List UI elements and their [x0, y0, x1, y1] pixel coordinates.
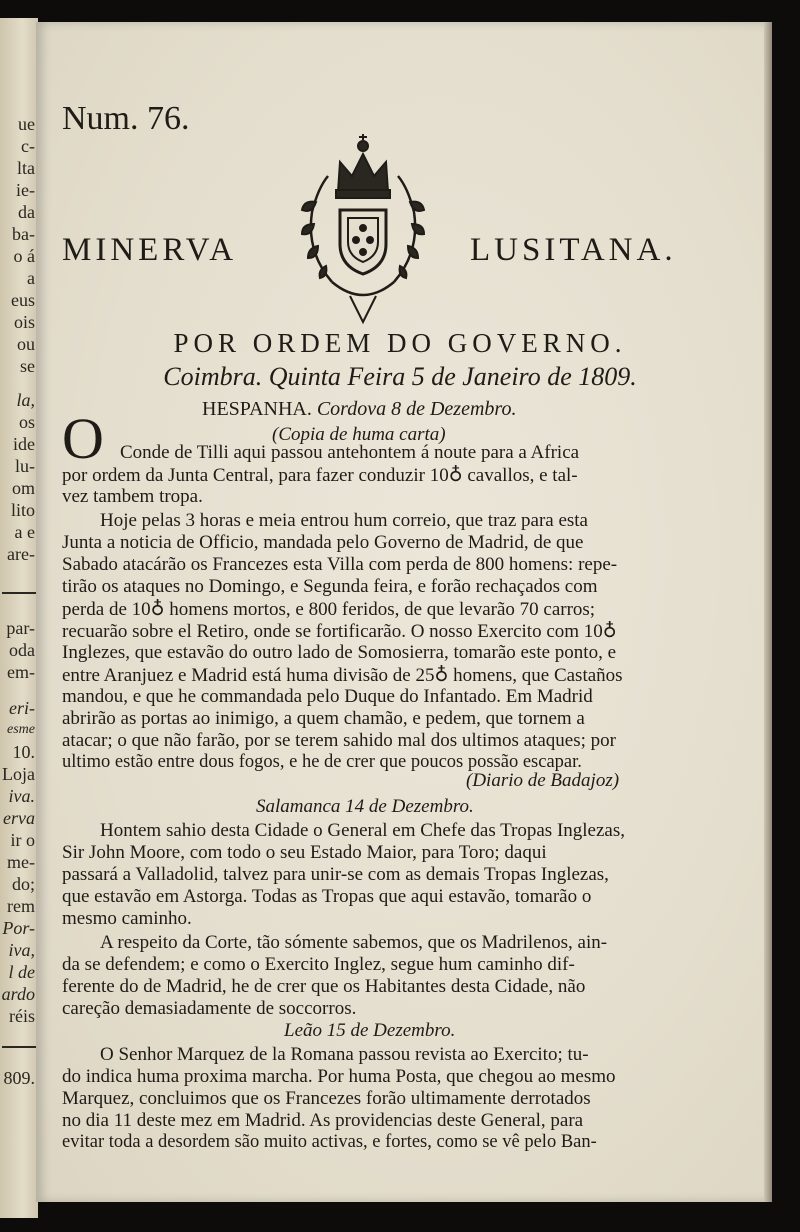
section-place-date: Cordova 8 de Dezembro. — [316, 398, 517, 420]
left-fragment: om — [11, 478, 35, 498]
paragraph-3-line: passará a Valladolid, talvez para unir-se com as demais Tropas Inglezas, — [62, 864, 609, 885]
government-order-line: POR ORDEM DO GOVERNO. — [173, 328, 627, 358]
left-fragment: par- — [6, 618, 35, 638]
left-fragment: eri- — [9, 698, 35, 718]
drop-cap: O — [62, 406, 104, 471]
left-fragment: ou — [17, 334, 35, 354]
paragraph-2-line: mandou, e que he commandada pelo Duque do Infantado. Em Madrid — [62, 686, 593, 707]
left-fragment: lta — [17, 158, 35, 178]
paragraph-2-line: Sabado atacárão os Francezes esta Villa com perda de 800 homens: repe- — [62, 554, 618, 575]
section-heading — [202, 398, 516, 421]
left-fragment: lito — [10, 500, 35, 520]
left-fragment: iva. — [8, 786, 35, 806]
left-fragment: a — [27, 268, 35, 288]
left-fragment: a e — [14, 522, 35, 542]
left-fragment: se — [20, 356, 35, 376]
masthead-title-right: LUSITANA. — [470, 232, 677, 268]
paragraph-2-line: perda de 10♁ homens mortos, e 800 feridos, de que levarão 70 carros; — [62, 599, 596, 620]
letter-subhead: (Copia de huma carta) — [272, 424, 446, 445]
left-fragment: are- — [7, 544, 35, 564]
left-fragment: 10. — [12, 742, 35, 762]
left-fragment: do; — [11, 874, 35, 894]
left-fragment: rem — [7, 896, 35, 916]
left-fragment: da — [18, 202, 35, 222]
paragraph-3-line: que estavão em Astorga. Todas as Tropas que aqui estavão, tomarão o — [62, 886, 592, 907]
paragraph-1-line: Conde de Tilli aqui passou antehontem á noute para a Africa — [120, 442, 580, 463]
issue-number: Num. 76. — [62, 100, 190, 137]
paragraph-4-line: careção demasiadamente de soccorros. — [62, 998, 357, 1019]
salamanca-subhead: Salamanca 14 de Dezembro. — [256, 796, 474, 817]
paragraph-2-line: Hoje pelas 3 horas e meia entrou hum correio, que traz para esta — [100, 510, 588, 531]
left-fragment: ardo — [1, 984, 35, 1004]
paragraph-4-line: da se defendem; e como o Exercito Inglez, segue hum caminho dif- — [62, 954, 575, 975]
left-fragment: eus — [11, 290, 35, 310]
left-fragment: os — [18, 412, 35, 432]
paragraph-5-line: do indica huma proxima marcha. Por huma Posta, que chegou ao mesmo — [62, 1066, 616, 1087]
masthead-title-left: MINERVA — [62, 232, 238, 268]
paragraph-3-line: mesmo caminho. — [62, 908, 192, 929]
issue-date: Coimbra. Quinta Feira 5 de Janeiro de 1809. — [163, 362, 637, 391]
left-fragment: o á — [13, 246, 35, 266]
previous-page-edge — [0, 18, 38, 1218]
paragraph-1-line: por ordem da Junta Central, para fazer conduzir 10♁ cavallos, e tal- — [62, 465, 578, 486]
royal-crest-icon — [288, 132, 438, 328]
paragraph-2-line: atacar; o que não farão, por se terem sahido mal dos ultimos ataques; por — [62, 730, 616, 751]
left-fragment: me- — [7, 852, 35, 872]
leao-subhead: Leão 15 de Dezembro. — [284, 1020, 456, 1041]
paragraph-5-line: Marquez, concluimos que os Francezes forão ultimamente derrotados — [62, 1088, 591, 1109]
paragraph-2-line: Junta a noticia de Officio, mandada pelo Governo de Madrid, de que — [62, 532, 584, 553]
left-fragment: 809. — [3, 1068, 35, 1088]
section-country: HESPANHA. — [202, 398, 312, 420]
source-attribution: (Diario de Badajoz) — [466, 770, 620, 791]
left-fragment: ue — [18, 114, 35, 134]
paragraph-1-line: vez tambem tropa. — [62, 486, 203, 507]
left-fragment: oda — [9, 640, 35, 660]
left-fragment: ir o — [10, 830, 35, 850]
left-fragment: ide — [13, 434, 35, 454]
left-fragment: ba- — [12, 224, 35, 244]
left-fragment: c- — [21, 136, 35, 156]
left-divider — [2, 592, 36, 594]
page-edge — [764, 22, 772, 1202]
left-fragment: ie- — [16, 180, 35, 200]
paragraph-4-line: A respeito da Corte, tão sómente sabemos, que os Madrilenos, ain- — [100, 932, 608, 953]
left-fragment: Por- — [2, 918, 35, 938]
paragraph-2-line: tirão os ataques no Domingo, e Segunda feira, e forão rechaçados com — [62, 576, 598, 597]
left-fragment: ois — [13, 312, 35, 332]
paragraph-2-line: ultimo estão entre dous fogos, e he de crer que poucos possão escapar. — [62, 752, 582, 772]
paragraph-4-line: ferente do de Madrid, he de crer que os Habitantes desta Cidade, não — [62, 976, 586, 997]
left-fragment: Loja — [2, 764, 35, 784]
paragraph-3-line: Sir John Moore, com todo o seu Estado Maior, para Toro; daqui — [62, 842, 547, 863]
paragraph-2-line: recuarão sobre el Retiro, onde se fortificarão. O nosso Exercito com 10♁ — [62, 621, 617, 642]
paragraph-2-line: abrirão as portas ao inimigo, a quem chamão, e pedem, que tornem a — [62, 708, 585, 729]
left-fragment: la, — [16, 390, 35, 410]
left-fragment: iva, — [8, 940, 35, 960]
left-fragment: erva — [3, 808, 35, 828]
left-fragment: réis — [9, 1006, 35, 1026]
left-fragment: l de — [8, 962, 35, 982]
left-fragment: lu- — [15, 456, 35, 476]
paragraph-3-line: Hontem sahio desta Cidade o General em Chefe das Tropas Inglezas, — [100, 820, 626, 841]
paragraph-5-line: O Senhor Marquez de la Romana passou revista ao Exercito; tu- — [100, 1044, 589, 1065]
paragraph-5-line: evitar toda a desordem são muito activas, e fortes, como se vê pelo Ban- — [62, 1132, 597, 1152]
paragraph-2-line: Inglezes, que estavão do outro lado de Somosierra, tomarão este ponto, e — [62, 642, 616, 663]
paragraph-2-line: entre Aranjuez e Madrid está huma divisão de 25♁ homens, que Castaños — [62, 665, 623, 686]
left-fragment: em- — [7, 662, 35, 682]
left-fragment: esme — [7, 722, 35, 737]
left-divider — [2, 1046, 36, 1048]
paragraph-5-line: no dia 11 deste mez em Madrid. As providencias deste General, para — [62, 1110, 584, 1131]
